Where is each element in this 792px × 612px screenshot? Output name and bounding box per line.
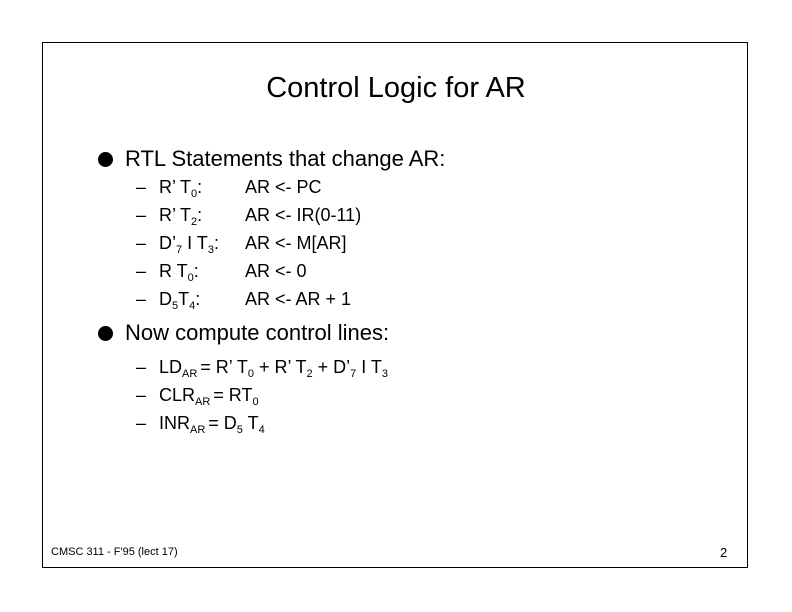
rhs-text: = RT <box>213 384 253 405</box>
condition-text: D’ <box>159 232 176 253</box>
rhs-subscript: 7 <box>350 367 357 380</box>
sub-item-inr-ar <box>136 411 265 435</box>
dash-icon: – <box>136 356 147 377</box>
condition <box>159 289 245 310</box>
bullet-text: Now compute control lines: <box>125 320 390 345</box>
sub-item-rtl-4 <box>136 259 307 283</box>
lhs-text: CLR <box>159 384 196 405</box>
rhs-subscript: 0 <box>252 395 259 408</box>
bullet-rtl-statements <box>98 144 445 174</box>
action: AR <- 0 <box>245 260 307 281</box>
condition-subscript: 5 <box>172 299 179 312</box>
lhs-subscript: AR <box>190 423 206 436</box>
action: AR <- PC <box>245 176 322 197</box>
condition-colon: : <box>213 232 219 253</box>
condition-subscript: 7 <box>176 243 183 256</box>
condition-colon: : <box>197 204 203 225</box>
rhs-subscript: 5 <box>236 423 243 436</box>
equation-lhs <box>159 413 205 434</box>
lhs-text: LD <box>159 356 183 377</box>
condition <box>159 261 245 282</box>
equation-lhs <box>159 357 197 378</box>
rhs-text: + D’ <box>312 356 351 377</box>
condition-subscript: 2 <box>191 215 198 228</box>
rhs-text: T <box>242 412 259 433</box>
equation-lhs <box>159 385 210 406</box>
dash-icon: – <box>136 260 147 281</box>
slide-footer: CMSC 311 - F'95 (lect 17) <box>51 546 178 558</box>
rhs-subscript: 0 <box>247 367 254 380</box>
equation-rhs <box>208 413 264 434</box>
sub-item-ld-ar <box>136 355 388 379</box>
action: AR <- AR + 1 <box>245 288 352 309</box>
condition-colon: : <box>197 176 203 197</box>
rhs-text: = R’ T <box>200 356 248 377</box>
action: AR <- M[AR] <box>245 232 347 253</box>
condition <box>159 233 245 254</box>
condition-text: R’ T <box>159 204 192 225</box>
sub-item-rtl-5 <box>136 287 351 311</box>
condition-subscript: 4 <box>189 299 196 312</box>
dash-icon: – <box>136 288 147 309</box>
condition <box>159 177 245 198</box>
condition-subscript: 3 <box>207 243 214 256</box>
rhs-text: = D <box>208 412 237 433</box>
lhs-subscript: AR <box>195 395 211 408</box>
condition-text: R’ T <box>159 176 192 197</box>
sub-item-rtl-2 <box>136 203 361 227</box>
slide-title: Control Logic for AR <box>266 72 526 104</box>
bullet-dot-icon <box>98 152 113 167</box>
page-number: 2 <box>720 545 728 560</box>
condition-text-mid: T <box>178 288 190 309</box>
action: AR <- IR(0-11) <box>245 204 362 225</box>
lhs-subscript: AR <box>182 367 198 380</box>
condition-text: R T <box>159 260 188 281</box>
bullet-text: RTL Statements that change AR: <box>125 146 446 171</box>
dash-icon: – <box>136 412 147 433</box>
rhs-text: + R’ T <box>253 356 307 377</box>
dash-icon: – <box>136 176 147 197</box>
rhs-text: I T <box>356 356 382 377</box>
sub-item-rtl-1 <box>136 175 322 199</box>
bullet-control-lines <box>98 318 389 348</box>
condition-colon: : <box>193 260 199 281</box>
lhs-text: INR <box>159 412 190 433</box>
sub-item-rtl-3 <box>136 231 347 255</box>
condition-subscript: 0 <box>191 187 198 200</box>
rhs-subscript: 2 <box>306 367 313 380</box>
condition <box>159 205 245 226</box>
dash-icon: – <box>136 232 147 253</box>
bullet-dot-icon <box>98 326 113 341</box>
dash-icon: – <box>136 384 147 405</box>
condition-colon: : <box>195 288 201 309</box>
rhs-subscript: 3 <box>381 367 389 380</box>
condition-text-mid: I T <box>182 232 208 253</box>
sub-item-clr-ar <box>136 383 259 407</box>
rhs-subscript: 4 <box>258 423 265 436</box>
dash-icon: – <box>136 204 147 225</box>
equation-rhs <box>213 385 258 406</box>
condition-text: D <box>159 288 172 309</box>
equation-rhs <box>200 357 388 378</box>
condition-subscript: 0 <box>187 271 194 284</box>
